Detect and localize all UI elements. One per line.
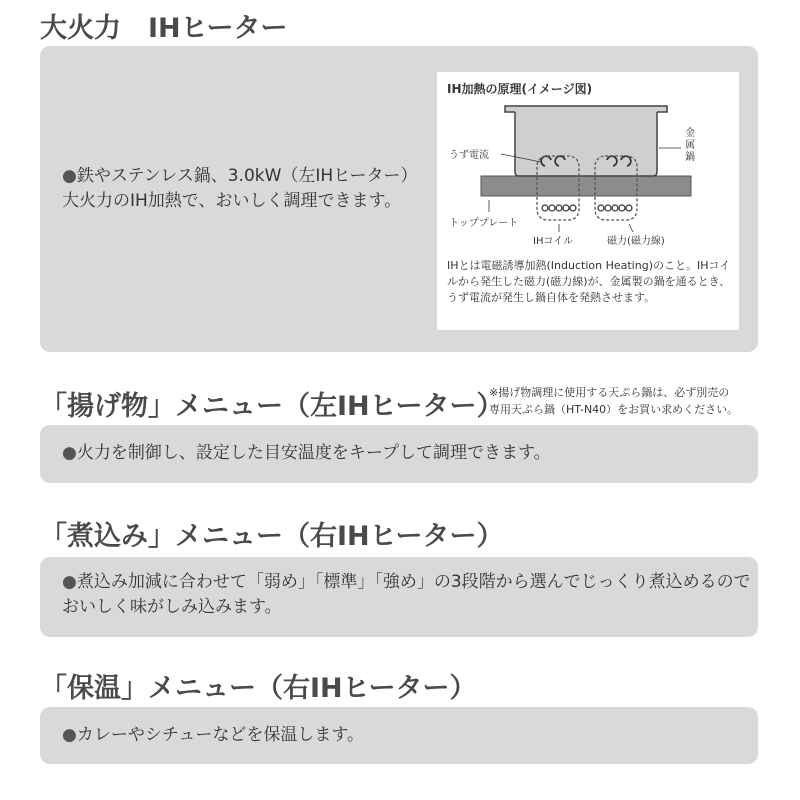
simmer-menu-text: 煮込み加減に合わせて「弱め」「標準」「強め」の3段階から選んでじっくり煮込めるのでおいしく味がしみ込みます。 <box>62 572 751 617</box>
section-title-high-power: 大火力 IHヒーター <box>40 13 288 44</box>
fry-note-line-2: 専用天ぷら鍋（HT-N40）をお買い求めください。 <box>489 403 739 416</box>
high-power-text: 鉄やステンレス鍋、3.0kW（左IHヒーター）大火力のIH加熱で、おいしく調理できます。 <box>62 166 418 211</box>
label-metal-pot: 金属鍋 <box>685 128 695 163</box>
keep-warm-menu-description <box>62 723 742 748</box>
top-plate-shape <box>481 176 691 196</box>
section-title-simmer-menu: 「煮込み」メニュー（右IHヒーター） <box>40 521 504 552</box>
label-top-plate: トッププレート <box>449 218 519 229</box>
section-title-keep-warm-menu: 「保温」メニュー（右IHヒーター） <box>40 673 477 704</box>
simmer-menu-description <box>62 570 752 620</box>
fry-menu-note <box>489 384 738 418</box>
label-eddy-current: うず電流 <box>449 150 489 161</box>
bullet-icon: ● <box>62 725 77 745</box>
high-power-description <box>62 164 432 214</box>
section-title-fry-menu: 「揚げ物」メニュー（左IHヒーター） <box>40 391 504 422</box>
panel-keep-warm-menu <box>40 707 758 764</box>
pot-shape <box>515 112 657 176</box>
bullet-icon: ● <box>62 166 77 186</box>
keep-warm-menu-text: カレーやシチューなどを保温します。 <box>76 725 364 745</box>
ih-principle-figure <box>437 72 739 330</box>
label-magnetic-force: 磁力(磁力線) <box>607 236 665 247</box>
fry-menu-text: 火力を制御し、設定した目安温度をキープして調理できます。 <box>76 443 551 463</box>
bullet-icon: ● <box>62 572 77 592</box>
panel-fry-menu <box>40 425 758 483</box>
panel-simmer-menu <box>40 557 758 637</box>
label-ih-coil: IHコイル <box>533 236 574 247</box>
panel-high-power <box>40 46 758 352</box>
figure-description: IHとは電磁誘導加熱(Induction Heating)のこと。IHコイルから発生した磁力(磁力線)が、金属製の鍋を通るとき、うず電流が発生し鍋自体を発熱させます。 <box>447 259 731 304</box>
bullet-icon: ● <box>62 443 77 463</box>
fry-note-line-1: ※揚げ物調理に使用する天ぷら鍋は、必ず別売の <box>489 386 730 399</box>
figure-title: IH加熱の原理(イメージ図) <box>447 82 593 96</box>
pot-rim-shape <box>505 106 667 112</box>
ih-coil-icon <box>542 205 632 211</box>
fry-menu-description <box>62 441 742 466</box>
